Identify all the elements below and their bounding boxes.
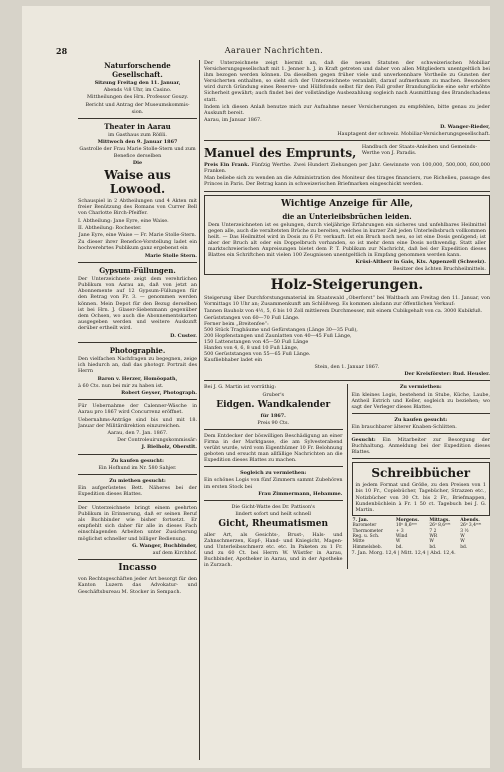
important-heading: Wichtige Anzeige für Alle, (280, 198, 414, 209)
divider-rule (78, 501, 197, 502)
table-cell: W (460, 539, 465, 545)
table-cell: + 3 (395, 528, 404, 534)
society-notice (78, 61, 197, 115)
divider-rule (352, 458, 491, 459)
manual-ad (204, 144, 490, 187)
auction-buyers: Kaufliebhaber ladet ein (204, 357, 263, 364)
table-cell: WR (429, 534, 438, 539)
military-text: Für Uebernahme der Calenner-Wäsche in Aarau pro 1867 wird Concurrenz eröffnet. (78, 403, 197, 416)
auction-item: 500 Stück Tragbäume und Gefürstangen (Länge 30—35 Fuß), (204, 326, 358, 333)
dog-heading: Zu kaufen gesucht: (111, 457, 164, 464)
page-header (56, 46, 490, 58)
bed-heading: Zu miethen gesucht: (109, 477, 166, 484)
divider-rule (78, 342, 197, 343)
insurance-signature: D. Wanger-Rieder, (440, 123, 490, 130)
calendar-publisher: Gruber's (262, 391, 285, 398)
table-cell: Thermometer (352, 528, 383, 534)
photo-text: Den vielfachen Nachfragen zu begegnen, zeige ich hiedurch an, daß das photogr. Portrait des Herrn (78, 355, 197, 375)
theatre-date: Mittwoch den 9. Januar 1867 (97, 139, 178, 146)
society-line: Bericht und Antrag der Museumskommis- (85, 101, 190, 108)
divider-rule (78, 474, 197, 475)
auction-item: Hanfen von 4, 6, 8 und 10 Fuß Länge, (204, 345, 299, 351)
auction-signature: Der Kreisförster: Rud. Heusler. (404, 371, 490, 378)
photo-notice (78, 346, 197, 396)
table-head-cell: 7. Jan. (352, 517, 369, 523)
rent-heading: Zu vermiethen: (399, 384, 442, 391)
bookbinder-text: Der Unterzeichnete bringt einem geehrten Publikum in Erinnerung, daß er seinen Beruf als Buchbinder wie bisher fortsetzt. Er empfiehlt sich daher für alle in dieses Fach einschlagenden Arbeiten unter Zusicherung möglichst schneller und billiger Bedienung. (78, 504, 197, 542)
divider-rule (78, 454, 197, 455)
theatre-appeal: Zu dieser ihrer Benefice-Vorstellung ladet ein hochverehrtes Publikum ganz ergebenst ein (78, 239, 197, 252)
bed-text: Ein aufgerüstetes Bett. Näheres bei der Expedition dieses Blattes. (78, 485, 197, 498)
society-heading: Naturforschende Gesellschaft. (104, 61, 171, 79)
divider-rule (204, 466, 343, 467)
table-head-cell: Morgens. (395, 517, 419, 523)
newspaper-page (22, 6, 490, 768)
finder-ad (204, 433, 343, 463)
sled-text: Ein brauchbarer älterer Knaben-Schlitten. (351, 423, 457, 430)
divider-rule (204, 500, 343, 501)
photo-text2: à 60 Cts. nun bei mir zu haben ist. (78, 382, 164, 389)
table-cell: Barometer (352, 523, 377, 529)
bookbinder-address: auf dem Kirchhof. (152, 549, 197, 556)
finder-text: Dem Entdecker der böswilligen Beschädigung an einer Firma in der Marktgasse, die am Sylvesterabend verübt wurde, wird vom Eigenthümer 10 Fr. Belohnung geboten und ersucht man allfällige Nachrichten an die Expedition dieses Blattes zu machen. (204, 432, 343, 464)
divider-rule (204, 191, 490, 192)
bed-wanted (78, 478, 197, 498)
notebooks-ad (352, 462, 491, 515)
weather-table (352, 518, 491, 550)
notebooks-heading: Schreibbücher (371, 466, 471, 481)
divider-rule (78, 399, 197, 400)
military-sig: J. Bielholz, Oberstlt. (141, 444, 197, 451)
important-ad (204, 195, 490, 276)
play-act: I. Abtheilung: Jane Eyre, eine Waise. (78, 217, 169, 224)
office-heading: Gesucht: (351, 437, 376, 444)
theatre-signature: Marie Stolle Stern. (144, 252, 197, 259)
rent-ad (352, 384, 491, 409)
insurance-date: Aarau, im Januar 1867. (204, 116, 262, 123)
auction-line: Tannen Bauholz von 4½, 5, 6 bis 10 Zoll mittlerem Durchmesser, mit einem Cubikgehalt von ca. 3000 Kubikfuß. (204, 308, 483, 315)
important-text: Dem Unterzeichneten ist es gelungen, durch vieljährige Erfahrungen ein sicheres und unfehlbares Heilmittel gegen alle, auch die veraltetsten Brüche zu bereiten, welches in kurzer Zeit jeden Unterleibsbruch vollkommen heilt. — Das Heilmittel wird in Dosis zu 6 Fr. verkauft. Ist ein Bruch noch neu, so ist eine Dosis genügend; ist aber der Bruch alt oder ein Doppelbruch vorhanden, so ist mehr denn eine Dosis nothwendig. Statt aller marktschreierischen Anpreisungen bietet dem P. T. Publikum zur Nachricht, daß bei der Expedition dieses Blattes ein Schriftchen mit vielen 100 Zeugnissen unentgeltlich in Empfang genommen werden kann. (208, 221, 486, 258)
table-cell: bd. (460, 544, 468, 550)
important-signature: Krüsi-Altherr in Gais, Kts. Appenzell (Schweiz). (355, 259, 486, 266)
table-cell: W (429, 539, 434, 545)
auction-heading: Holz-Steigerungen. (270, 277, 424, 294)
page-number: 28 (56, 46, 68, 56)
table-cell: 3 ½ (460, 528, 469, 534)
manual-price: Preis Ein Frank. (204, 162, 250, 169)
gypsum-heading: Gypsum-Füllungen. (99, 265, 176, 275)
gout-intro: Die Gicht-Watte des Dr. Pattison's (231, 503, 315, 510)
military-date: Aarau, den 7. Jan. 1867. (107, 429, 168, 436)
divider-rule (352, 433, 491, 434)
rent2-signature: Frau Zimmermann, Hebamme. (258, 490, 343, 497)
bookbinder-notice (78, 505, 197, 557)
divider-rule (78, 118, 197, 119)
table-cell: W (460, 534, 465, 539)
sled-ad (352, 417, 491, 430)
society-line: sion. (131, 108, 144, 115)
lower-left-ads (204, 384, 343, 569)
military-sig: Der Controleuirungskommissär: (117, 437, 197, 444)
auction-also: Ferner beim „Breitenfee“: (204, 320, 269, 327)
divider-rule (204, 140, 490, 141)
play-description: Schauspiel in 2 Abtheilungen und 4 Akten mit freier Benützung des Romans von Currer Bell von Charlotte Birch-Pfeiffer. (78, 198, 197, 217)
play-title: Waise aus Lowood. (104, 168, 171, 197)
table-head-cell: Mittags. (429, 517, 450, 523)
table-cell: bd. (429, 544, 437, 550)
calendar-intro: Bei J. G. Martin ist vorräthig: (204, 384, 276, 391)
gypsum-notice (78, 266, 197, 339)
divider-rule (204, 380, 490, 381)
table-cell: Mitte (352, 539, 365, 545)
gout-text: aller Art, als Gesichts-, Brust-, Hals- und Zahnschmerzen, Kopf-, Hand- und Kniegicht, Magen- und Unterleibsschmerz etc. etc. In Paketen zu 1 Fr. und zu 60 Ct. bei Herrn W. Wüstfer in Aarau, Buchbinder, Apotheker in Aarau, und in der Apotheke in Zurzach. (204, 531, 343, 569)
military-text: Uebernahms-Anträge sind bis und mit 18. Januar der Militärdirektion einzureichen. (78, 416, 197, 429)
rent2-ad (204, 470, 343, 496)
rent2-heading: Sogleich zu vermiethen: (240, 470, 307, 477)
gout-ad (204, 504, 343, 569)
insurance-text2: Indem ich diesen Anlaß benutze mich zur Aufnahme neuer Versicherungen zu empfehlen, bitte genau zu jeder Auskunft bereit. (204, 103, 490, 116)
table-cell: 26ᵘ 8,6ᵐᵐ (429, 523, 451, 529)
calendar-price: Preis 90 Cts. (257, 419, 290, 426)
theatre-note: Gastrolle der Frau Marie Stolle-Stern und zum Benefice derselben (79, 146, 196, 159)
notebooks-text: in jedem Format und Größe, zu den Preisen von 1 bis 10 Fr., Copiebücher, Tagebücher, Strazzen etc., Notizbücher von 30 Ct. bis 2 Fr., Briefmappen, Kundenbüchlein à Fr. 1 50 ct. Tagebuch bei J. G. Martin. (355, 482, 486, 513)
auction-line: Gerüststangen von 60—70 Fuß Länge. (204, 314, 300, 321)
insurance-role: Hauptagent der schweiz. Mobiliar-Versicherungsgesellschaft. (337, 131, 490, 138)
schedule-footer: 7. Jan. Morg. 12,4 | Mitt. 12,4 | Abd. 12,4. (351, 550, 456, 557)
office-text: Ein Mitarbeiter zur Besorgung der Buchhaltung. Anmeldung bei der Expedition dieses Blattes. (351, 437, 490, 456)
rent2-text: Ein schönes Logis von fünf Zimmern sammt Zubehören im ersten Stock bei (204, 477, 343, 490)
table-cell: bd. (395, 544, 403, 550)
left-column (78, 60, 197, 760)
table-cell: Reg. u. Sch. (352, 534, 380, 539)
insurance-notice (204, 60, 490, 137)
divider-rule (78, 262, 197, 263)
table-cell: Himmelsbeb. (352, 544, 382, 550)
theatre-die: Die (132, 159, 143, 166)
inkasso-text: von Rechtsgeschäften jeder Art besorgt für den Kanton Luzern das Advokatur- und Geschäftsbureau M. Stocker in Sempach. (78, 576, 197, 595)
gout-heading: Gicht, Rheumatismen (218, 518, 329, 529)
weather-schedule (352, 518, 491, 557)
gypsum-text: Der Unterzeichnete zeigt dem verehrlichen Publikum von Aarau an, daß von jetzt an Abonnemente auf 12 Gypsum-Füllungen für den Betrag von Fr. 3. — genommen werden können. Mein Depot für den Bezug derselben ist bei Hrn. J. Glaser-Siebenmann gegenüber dem Ochsen, wo auch die Abonnementskarten ausgegeben werden und weitere Auskunft derüber ertheilt wird. (78, 275, 197, 332)
auction-notice (204, 277, 490, 377)
table-head-cell: Abends. (460, 517, 480, 523)
rent-text: Ein kleines Logis, bestehend in Stube, Küche, Laube, Antheil Estrich und Keller, sogleich zu beziehen; wo sagt der Verleger dieses Blattes. (351, 391, 490, 410)
theatre-heading: Theater in Aarau (104, 122, 171, 132)
theatre-notice (78, 122, 197, 259)
auction-lines (204, 308, 490, 357)
table-cell: W (395, 539, 401, 545)
theatre-subheading: im Gasthaus zum Rößli. (108, 132, 167, 139)
right-column (204, 60, 490, 760)
important-role: Besitzer des ächten Bruchheilmittels. (392, 266, 486, 273)
newspaper-title: Aarauer Nachrichten. (224, 46, 324, 55)
inkasso-notice (78, 563, 197, 595)
dog-wanted (78, 458, 197, 471)
important-sub: die an Unterleibsbrüchen leiden. (282, 211, 412, 221)
auction-item: 200 Hopfenstangen und Zaunlatten von 40—45 Fuß Länge, (204, 332, 352, 339)
table-cell: 7 2 (429, 528, 437, 534)
manual-sub: Handbuch der Staats-Anleihen und Gemeinds-Werthe von J. Paradis. (361, 144, 477, 157)
manual-head (204, 144, 490, 162)
office-ad (352, 437, 491, 455)
lower-right-ads (347, 384, 491, 569)
insurance-text: Der Unterzeichnete zeigt hiermit an, daß die neuen Statuten der schweizerischen Mobiliar Versicherungsgesellschaft mit 1. Jenner h. J. in Kraft getreten und daher von allen Mitgliedern unentgeltlich bei ihm bezogen werden können. Da dieselben gegen früher viele und unverkennbare Vortheile zu Gunsten der Versicherten enthalten, so sieht sich der Unterzeichnete veranlaßt, darauf aufmerksam zu machen. Besonders wird durch Gründung eines Reserve- und Hülfsfonds selbst für den Fall großer Brandunglücke eine sehr erhöhte Sicherheit gewährt; auch findet bei der vollständige Ausbezahlung sogleich nach Ausmittlung des Brandschadens statt. (204, 60, 490, 103)
auction-intro: Steigerung über Durchforstungsmaterial im Staatswald „Oberforst“ bei Waltbach am Freitag den 11. Januar, von Vormittags 10 Uhr an; Zusammenkunft am Schlößweg. Es kommen alsdann zur öffentlichen Verkauf: (204, 295, 490, 308)
calendar-title: Eidgen. Wandkalender (216, 399, 331, 410)
photo-name: Baron v. Herzer, Homöopath, (97, 375, 178, 382)
play-act: II. Abtheilung: Rochester. (78, 224, 142, 231)
divider-rule (352, 413, 491, 414)
sled-heading: Zu kaufen gesucht: (394, 416, 448, 423)
auction-item: 500 Gerüststangen von 55—65 Fuß Länge. (204, 351, 311, 358)
gypsum-signature: D. Custer. (170, 332, 197, 339)
military-notice (78, 403, 197, 450)
play-cast: Jane Eyre, eine Waise — Fr. Marie Stolle-Stern. (78, 232, 197, 239)
table-cell: Wind (395, 534, 408, 539)
society-line: Sitzung Freitag den 11. Januar, (94, 80, 181, 86)
bookbinder-signature: G. Wanger, Buchbinder, (132, 542, 197, 549)
inkasso-heading: Incasso (118, 563, 157, 574)
lower-ads (204, 384, 490, 569)
divider-rule (78, 559, 197, 560)
column-divider (199, 60, 200, 760)
auction-item: 150 Lattenstangen von 45—50 Fuß Länge (204, 338, 309, 345)
society-line: Abends ½8 Uhr, im Casino. (103, 87, 172, 94)
calendar-year: für 1867. (260, 412, 286, 419)
gout-sub: lindert sofort und heilt schnell (235, 510, 311, 517)
manual-text: Fünfzig Werthe. Zwei Hundert Ziehungen per Jahr. Gewinnste von 100,000, 500,000, 600,000 Franken. (204, 162, 490, 175)
society-line: Mittheilungen des Hrn. Professor Gouzy. (86, 94, 189, 101)
manual-title: Manuel des Emprunts, (204, 146, 357, 161)
calendar-ad (204, 384, 343, 425)
photo-heading: Photographie. (109, 345, 166, 355)
table-cell: 26ᵘ 3,4ᵐᵐ (460, 523, 482, 529)
photo-signature: Robert Geyser, Photograph. (121, 389, 197, 396)
manual-text2: Man beliebe sich zu wenden an die Administration des Moniteur des tirages financiers, rue Richelieu, passage des Princes in Paris. Der Betrag kann in schweizerischen Briefmarken eingeschickt werden. (204, 175, 490, 188)
table-cell: 10ᵘ 8,6ᵐᵐ (395, 523, 417, 529)
divider-rule (204, 429, 343, 430)
auction-date: Stein, den 1. Januar 1867. (314, 364, 380, 371)
dog-text: Ein Hofhund im Nr. 580 Sahjer. (98, 464, 177, 471)
